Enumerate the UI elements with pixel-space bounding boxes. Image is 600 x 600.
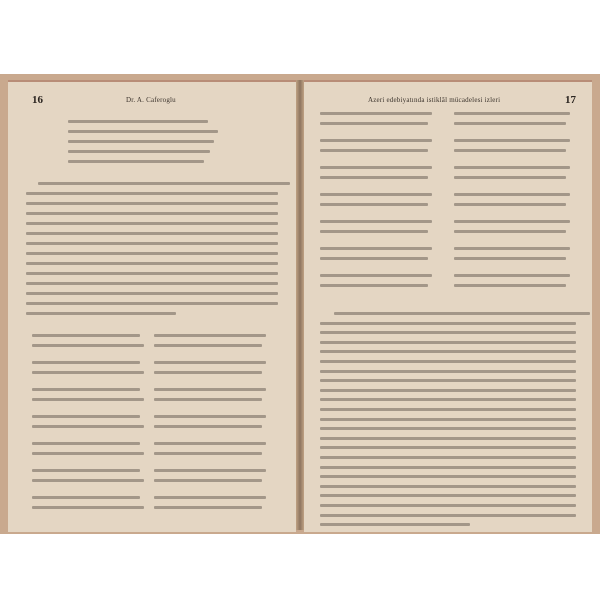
right-stanza-line bbox=[454, 193, 570, 196]
book-gutter bbox=[296, 80, 304, 530]
left-paragraph-line bbox=[26, 212, 278, 215]
left-paragraph-line bbox=[26, 202, 278, 205]
right-stanza-line bbox=[320, 230, 428, 233]
right-stanza-line bbox=[320, 203, 428, 206]
left-stanza-line bbox=[32, 344, 144, 347]
left-stanza-line bbox=[32, 452, 144, 455]
right-paragraph-line bbox=[320, 446, 576, 449]
left-stanza-line bbox=[32, 398, 144, 401]
left-stanza-line bbox=[154, 415, 266, 418]
right-stanza-line bbox=[454, 139, 570, 142]
left-stanza-line bbox=[154, 469, 266, 472]
left-stanza-line bbox=[154, 479, 262, 482]
left-page bbox=[8, 80, 296, 532]
left-stanza-line bbox=[32, 479, 144, 482]
right-stanza-line bbox=[320, 220, 432, 223]
right-stanza-line bbox=[320, 193, 432, 196]
left-stanza-line bbox=[32, 425, 144, 428]
left-paragraph-line bbox=[26, 302, 278, 305]
right-paragraph-line bbox=[320, 370, 576, 373]
right-paragraph-line bbox=[320, 389, 576, 392]
right-stanza-line bbox=[454, 247, 570, 250]
left-stanza-line bbox=[32, 334, 140, 337]
left-stanza-line bbox=[32, 388, 140, 391]
left-stanza-line bbox=[32, 469, 140, 472]
left-stanza-line bbox=[154, 388, 266, 391]
right-paragraph-line bbox=[320, 504, 576, 507]
left-paragraph-line bbox=[26, 262, 278, 265]
left-stanza-line bbox=[68, 140, 214, 143]
left-stanza-line bbox=[154, 496, 266, 499]
left-stanza-line bbox=[32, 496, 140, 499]
left-paragraph-line bbox=[26, 222, 278, 225]
left-running-head: Dr. A. Caferoglu bbox=[126, 96, 176, 104]
left-stanza-line bbox=[32, 415, 140, 418]
left-stanza-line bbox=[154, 371, 262, 374]
right-paragraph-line bbox=[320, 379, 576, 382]
right-paragraph-line bbox=[320, 341, 576, 344]
right-paragraph-line bbox=[320, 514, 576, 517]
left-stanza-line bbox=[154, 452, 262, 455]
left-paragraph-line bbox=[26, 252, 278, 255]
right-paragraph-line bbox=[320, 485, 576, 488]
left-paragraph-line bbox=[26, 282, 278, 285]
left-stanza-line bbox=[32, 442, 140, 445]
left-paragraph-line bbox=[26, 272, 278, 275]
right-stanza-line bbox=[454, 112, 570, 115]
left-paragraph-line bbox=[26, 242, 278, 245]
left-paragraph-line bbox=[38, 182, 290, 185]
left-paragraph-line bbox=[26, 232, 278, 235]
left-paragraph-line bbox=[26, 312, 176, 315]
right-stanza-line bbox=[454, 122, 566, 125]
right-running-head: Azeri edebiyatında istiklâl mücadelesi izleri bbox=[368, 96, 501, 104]
right-paragraph-line bbox=[320, 398, 576, 401]
right-paragraph-line bbox=[320, 437, 576, 440]
right-paragraph-line bbox=[334, 312, 590, 315]
right-stanza-line bbox=[454, 149, 566, 152]
left-stanza-line bbox=[154, 334, 266, 337]
right-stanza-line bbox=[320, 176, 428, 179]
right-stanza-line bbox=[320, 166, 432, 169]
right-stanza-line bbox=[320, 257, 428, 260]
left-page-number: 16 bbox=[32, 94, 43, 106]
right-stanza-line bbox=[320, 149, 428, 152]
left-stanza-line bbox=[154, 344, 262, 347]
right-stanza-line bbox=[454, 220, 570, 223]
left-paragraph-line bbox=[26, 292, 278, 295]
right-stanza-line bbox=[320, 122, 428, 125]
right-stanza-line bbox=[454, 257, 566, 260]
left-stanza-line bbox=[32, 506, 144, 509]
left-stanza-line bbox=[32, 371, 144, 374]
right-paragraph-line bbox=[320, 427, 576, 430]
right-paragraph-line bbox=[320, 408, 576, 411]
left-stanza-line bbox=[68, 160, 204, 163]
left-stanza-line bbox=[32, 361, 140, 364]
right-stanza-line bbox=[320, 112, 432, 115]
left-stanza-line bbox=[154, 361, 266, 364]
left-paragraph-line bbox=[26, 192, 278, 195]
left-stanza-line bbox=[68, 130, 218, 133]
right-stanza-line bbox=[454, 203, 566, 206]
right-paragraph-line bbox=[320, 331, 576, 334]
right-paragraph-line bbox=[320, 360, 576, 363]
right-stanza-line bbox=[320, 274, 432, 277]
right-paragraph-line bbox=[320, 523, 470, 526]
right-paragraph-line bbox=[320, 418, 576, 421]
right-stanza-line bbox=[454, 284, 566, 287]
right-page-number: 17 bbox=[565, 94, 576, 106]
left-stanza-line bbox=[68, 120, 208, 123]
left-stanza-line bbox=[154, 506, 262, 509]
left-stanza-line bbox=[154, 442, 266, 445]
left-stanza-line bbox=[154, 425, 262, 428]
right-stanza-line bbox=[454, 166, 570, 169]
right-stanza-line bbox=[454, 274, 570, 277]
right-paragraph-line bbox=[320, 466, 576, 469]
right-stanza-line bbox=[320, 284, 428, 287]
right-stanza-line bbox=[454, 176, 566, 179]
right-stanza-line bbox=[320, 247, 432, 250]
right-paragraph-line bbox=[320, 322, 576, 325]
left-stanza-line bbox=[154, 398, 262, 401]
right-stanza-line bbox=[320, 139, 432, 142]
right-paragraph-line bbox=[320, 456, 576, 459]
right-paragraph-line bbox=[320, 350, 576, 353]
right-stanza-line bbox=[454, 230, 566, 233]
right-paragraph-line bbox=[320, 475, 576, 478]
right-page bbox=[304, 80, 592, 532]
left-stanza-line bbox=[68, 150, 210, 153]
right-paragraph-line bbox=[320, 494, 576, 497]
